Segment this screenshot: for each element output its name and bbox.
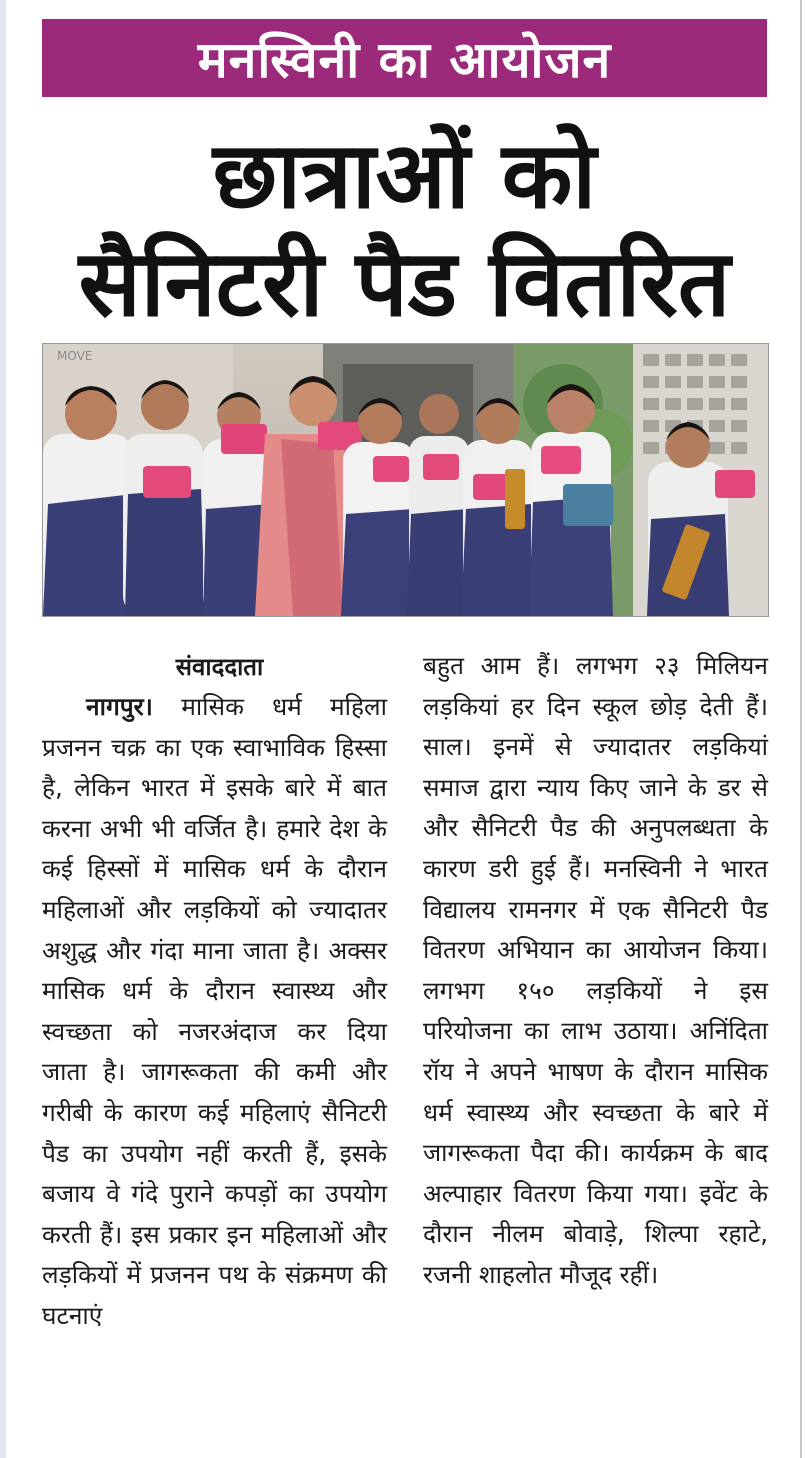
headline-line-2: सैनिटरी पैड वितरित (78, 230, 731, 337)
section-banner: मनस्विनी का आयोजन (42, 19, 767, 97)
column-rule (800, 0, 802, 1458)
page-left-edge (0, 0, 6, 1458)
headline (42, 122, 767, 338)
article-column-left (42, 687, 387, 1337)
news-photo (42, 343, 769, 617)
byline: संवाददाता (175, 653, 264, 681)
wall-text: MOVE (57, 349, 93, 363)
headline-line-1: छात्राओं को (212, 122, 597, 229)
article-text-right: बहुत आम हैं। लगभग २३ मिलियन लड़कियां हर दिन स्कूल छोड़ देती हैं। साल। इनमें से ज्यादातर लड़कियां समाज द्वारा न्याय किए जाने के डर से और सैनिटरी पैड की अनुपलब्धता के कारण डरी हुई हैं। मनस्विनी ने भारत विद्यालय रामनगर में एक सैनिटरी पैड वितरण अभियान का आयोजन किया। लगभग १५० लड़कियों ने इस परियोजना का लाभ उठाया। अनिंदिता रॉय ने अपने भाषण के दौरान मासिक धर्म स्वास्थ्य और स्वच्छता के बारे में जागरूकता पैदा की। कार्यक्रम के बाद अल्पाहार वितरण किया गया। इवेंट के दौरान नीलम बोवाड़े, शिल्पा रहाटे, रजनी शाहलोत मौजूद रहीं। (423, 651, 768, 1289)
article-text-left: मासिक धर्म महिला प्रजनन चक्र का एक स्वाभाविक हिस्सा है, लेकिन भारत में इसके बारे में बात करना अभी भी वर्जित है। हमारे देश के कई हिस्सों में मासिक धर्म के दौरान महिलाओं और लड़कियों को ज्यादातर अशुद्ध और गंदा माना जाता है। अक्सर मासिक धर्म के दौरान स्वास्थ्य और स्वच्छता को नजरअंदाज कर दिया जाता है। जागरूकता की कमी और गरीबी के कारण कई महिलाएं सैनिटरी पैड का उपयोग नहीं करती हैं, इसके बजाय वे गंदे पुराने कपड़ों का उपयोग करती हैं। इस प्रकार इन महिलाओं और लड़कियों में प्रजनन पथ के संक्रमण की घटनाएं (42, 692, 387, 1330)
dateline: नागपुर। (86, 692, 153, 721)
article-column-right (423, 646, 768, 1296)
